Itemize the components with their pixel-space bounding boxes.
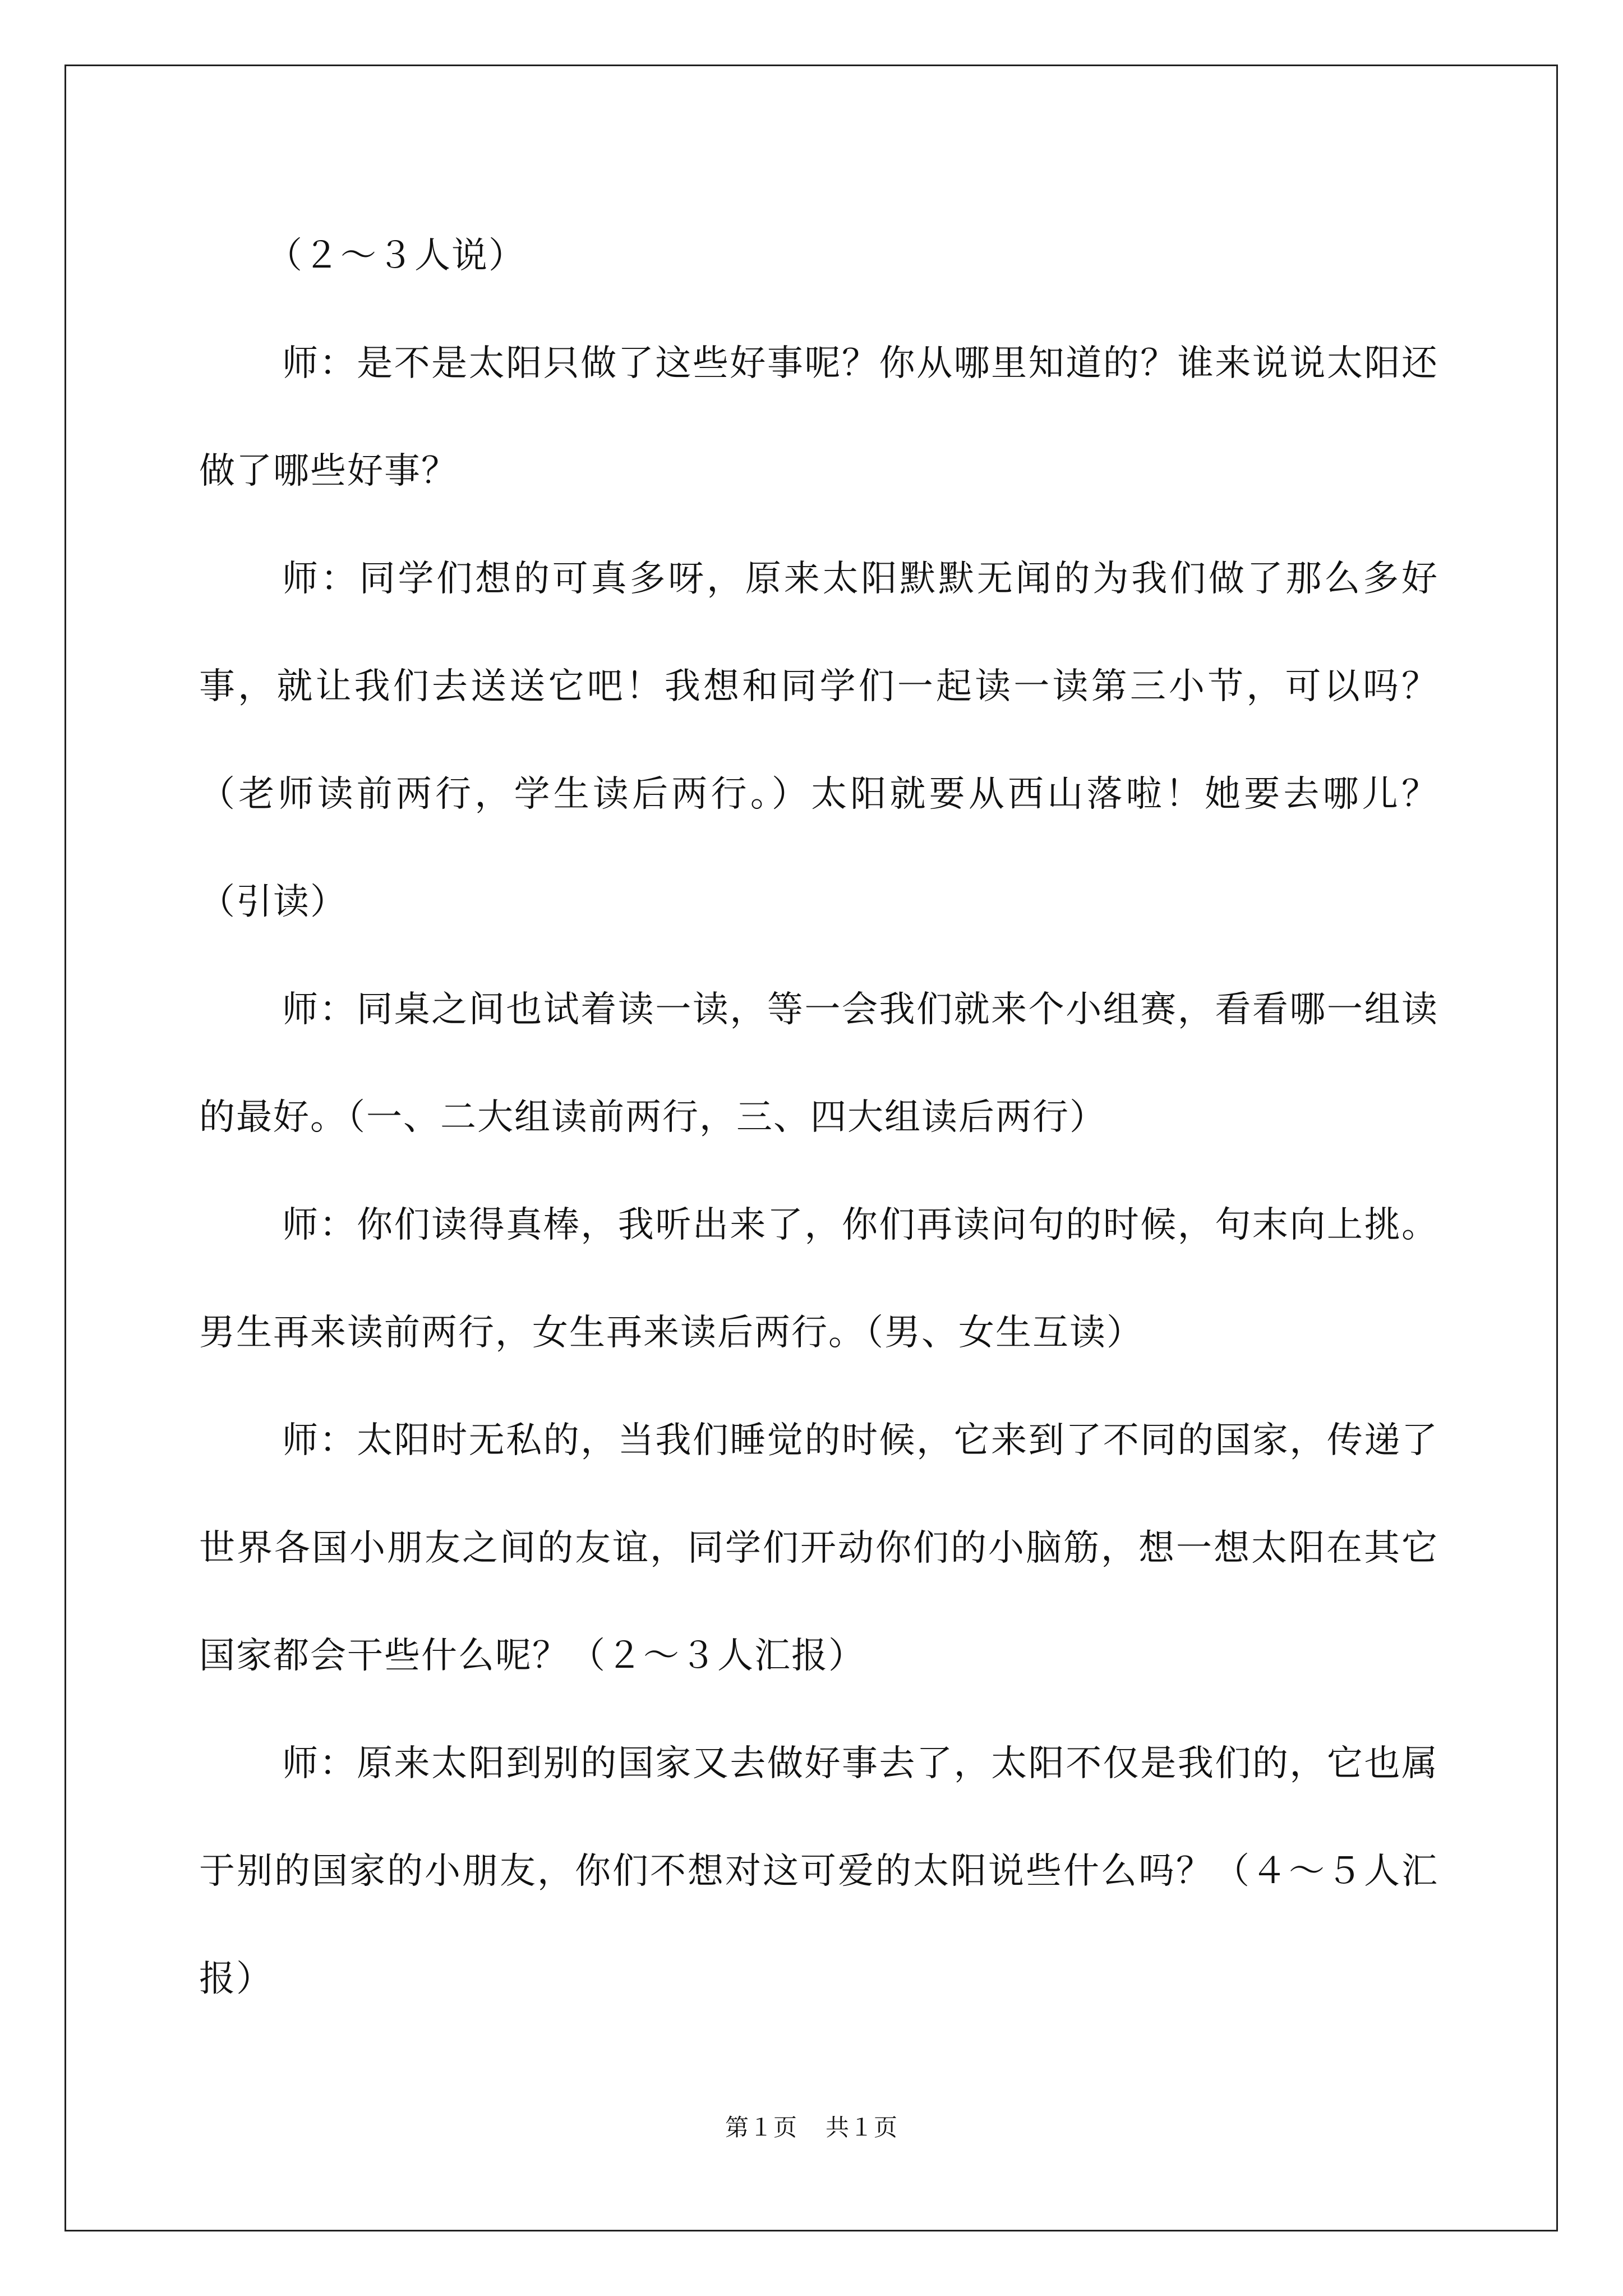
paragraph-7: 师：原来太阳到别的国家又去做好事去了，太阳不仅是我们的，它也属于别的国家的小朋友，你们不想对这可爱的太阳说些什么吗？（４～５人汇报）: [199, 1743, 1438, 2000]
paragraph-5: 师：你们读得真棒，我听出来了，你们再读问句的时候，句末向上挑。男生再来读前两行，女生再来读后两行。（男、女生互读）: [199, 1204, 1438, 1354]
paragraph-4: 师：同桌之间也试着读一读，等一会我们就来个小组赛，看看哪一组读的最好。（一、二大组读前两行，三、四大组读后两行）: [199, 989, 1438, 1138]
paragraph-1: （２～３人说）: [266, 235, 525, 277]
page-footer: [0, 2109, 1623, 2143]
paragraph-3: 师：同学们想的可真多呀，原来太阳默默无闻的为我们做了那么多好事，就让我们去送送它吧！我想和同学们一起读一读第三小节，可以吗？（老师读前两行，学生读后两行。）太阳就要从西山落啦！她要去哪儿？（引读）: [199, 558, 1438, 923]
paragraph-6: 师：太阳时无私的，当我们睡觉的时候，它来到了不同的国家，传递了世界各国小朋友之间的友谊，同学们开动你们的小脑筋，想一想太阳在其它国家都会干些什么呢？（２～３人汇报）: [199, 1420, 1438, 1677]
page-total: 共１页: [826, 2114, 898, 2141]
paragraph-2: 师：是不是太阳只做了这些好事呢？你从哪里知道的？谁来说说太阳还做了哪些好事？: [199, 343, 1438, 492]
page-number: 第１页: [725, 2114, 797, 2141]
document-body: [199, 202, 1438, 2033]
